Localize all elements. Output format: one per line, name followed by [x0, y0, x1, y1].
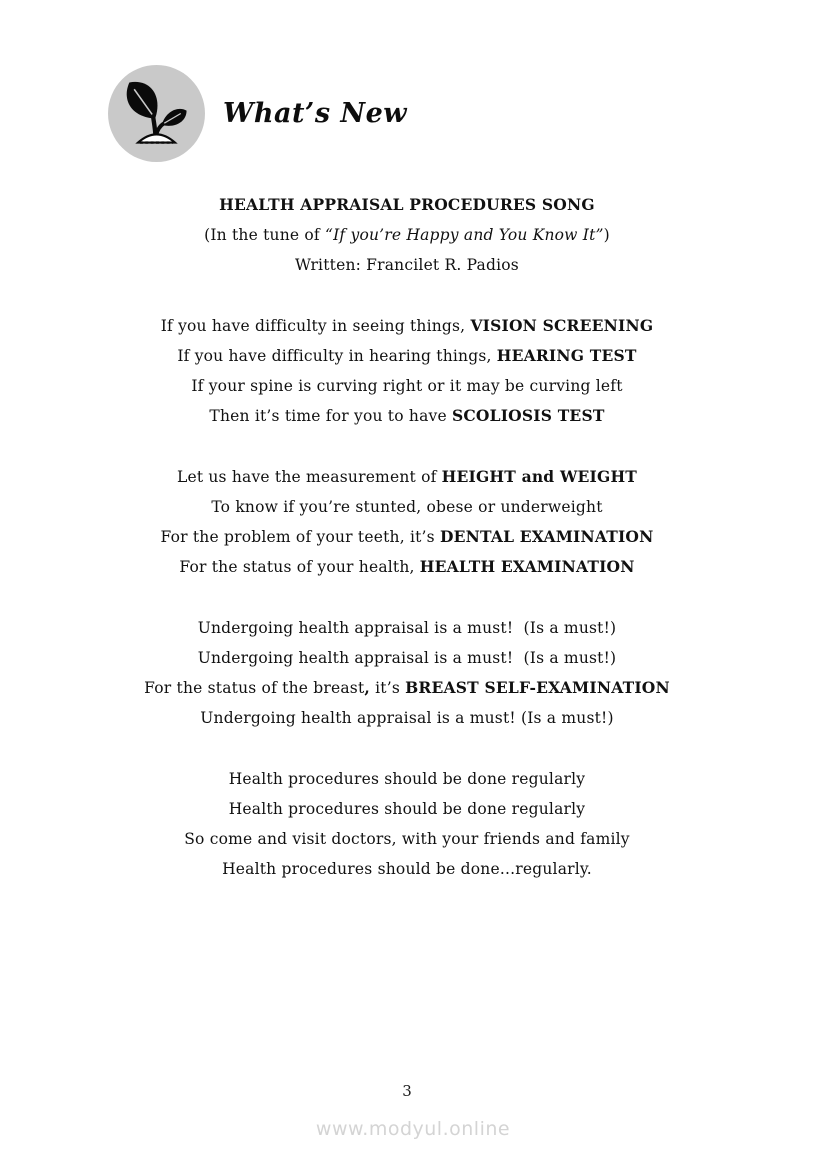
song-text-segment: Written: Francilet R. Padios: [295, 256, 519, 274]
stanza-verse-3: [62, 613, 752, 733]
song-text-segment: For the problem of your teeth, it’s: [160, 528, 440, 546]
song-line: [62, 764, 752, 794]
song-text-segment: SCOLIOSIS TEST: [451, 406, 605, 425]
song-line: [62, 824, 752, 854]
song-text-segment: BREAST SELF-EXAMINATION: [405, 678, 670, 697]
song-text-segment: Undergoing health appraisal is a must! (Is a must!): [197, 619, 617, 637]
song-text-segment: To know if you’re stunted, obese or underweight: [211, 498, 603, 516]
song-text-segment: ): [603, 226, 610, 244]
song-text-segment: Health procedures should be done...regularly.: [222, 860, 592, 878]
song-text-segment: If you have difficulty in seeing things,: [160, 317, 471, 335]
stanza-verse-4: [62, 764, 752, 884]
song-text-segment: Undergoing health appraisal is a must! (Is a must!): [197, 649, 617, 667]
song-text-segment: DENTAL EXAMINATION: [439, 527, 654, 546]
song-line: [62, 371, 752, 401]
seedling-icon: [108, 65, 205, 162]
song-text-segment: If your spine is curving right or it may be curving left: [191, 377, 623, 395]
song-line: [62, 552, 752, 582]
watermark: www.modyul.online: [315, 1118, 511, 1140]
song-line: [62, 311, 752, 341]
stanza-verse-2: [62, 462, 752, 582]
stanza-verse-1: [62, 311, 752, 431]
song-text-segment: “If you’re Happy and You Know It”: [324, 226, 604, 244]
song-text-segment: HEALTH EXAMINATION: [419, 557, 635, 576]
song-line: [62, 854, 752, 884]
song-line: [62, 794, 752, 824]
song-text-segment: So come and visit doctors, with your friends and family: [184, 830, 630, 848]
song-line: [62, 522, 752, 552]
song-line: [62, 613, 752, 643]
song-text-segment: VISION SCREENING: [470, 316, 654, 335]
song-text-segment: HEIGHT and WEIGHT: [441, 467, 638, 486]
song-text-segment: HEARING TEST: [496, 346, 637, 365]
song-line: [62, 401, 752, 431]
song-text-segment: For the status of the breast: [144, 679, 365, 697]
stanza-title-block: [62, 190, 752, 280]
song-text-segment: For the status of your health,: [179, 558, 420, 576]
song-line: [62, 220, 752, 250]
song-line: [62, 492, 752, 522]
header: [108, 65, 407, 162]
page-title: What’s New: [223, 98, 408, 129]
page-number: 3: [402, 1082, 412, 1100]
song-line: [62, 673, 752, 703]
song-text-segment: Let us have the measurement of: [176, 468, 442, 486]
song-line: [62, 341, 752, 371]
song-line: [62, 643, 752, 673]
song-text-segment: (In the tune of: [204, 226, 325, 244]
song-line: [62, 190, 752, 220]
song-text-segment: If you have difficulty in hearing things,: [177, 347, 497, 365]
song-line: [62, 250, 752, 280]
song-text-segment: Undergoing health appraisal is a must! (Is a must!): [200, 709, 614, 727]
song-text-segment: it’s: [370, 679, 406, 697]
song-text-segment: Health procedures should be done regularly: [228, 800, 586, 818]
song-text-segment: ,: [364, 678, 370, 697]
song-line: [62, 703, 752, 733]
song-text-segment: HEALTH APPRAISAL PROCEDURES SONG: [219, 195, 595, 214]
song-text-segment: Health procedures should be done regularly: [228, 770, 586, 788]
song: [62, 190, 752, 884]
song-text-segment: Then it’s time for you to have: [209, 407, 452, 425]
song-line: [62, 462, 752, 492]
